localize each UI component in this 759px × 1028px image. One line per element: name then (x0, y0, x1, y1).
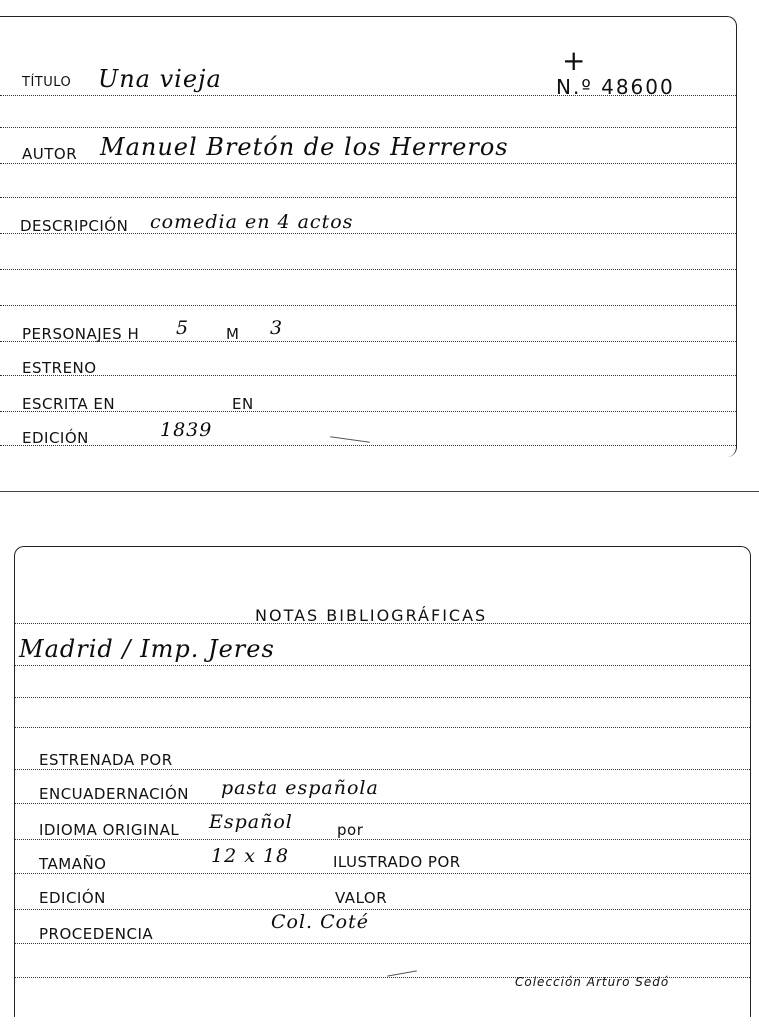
titulo-label: TÍTULO (22, 75, 72, 90)
rule-line (0, 445, 736, 446)
card-separator-line (0, 491, 759, 492)
titulo-value: Una vieja (98, 65, 222, 93)
en-label: EN (232, 395, 254, 413)
encuadernacion-label: ENCUADERNACIÓN (39, 785, 190, 803)
descripcion-value: comedia en 4 actos (150, 211, 354, 233)
edicion-label: EDICIÓN (22, 429, 89, 447)
rule-line (0, 269, 736, 270)
personajes-m-value: 3 (270, 317, 284, 339)
valor-label: VALOR (335, 889, 388, 907)
catalog-card-front (0, 16, 737, 457)
rule-line (15, 839, 750, 840)
cross-mark-icon: + (562, 44, 586, 77)
catalog-card-back (14, 546, 751, 1017)
personajes-h-value: 5 (176, 317, 190, 339)
procedencia-value: Col. Coté (271, 911, 369, 933)
rule-line (0, 375, 736, 376)
encuadernacion-value: pasta española (221, 777, 379, 799)
estrenada-label: ESTRENADA POR (39, 751, 173, 769)
notas-heading: NOTAS BIBLIOGRÁFICAS (255, 606, 488, 625)
autor-value: Manuel Bretón de los Herreros (100, 133, 509, 161)
idioma-label: IDIOMA ORIGINAL (39, 821, 180, 839)
personajes-m-label: M (226, 325, 240, 343)
tamano-value: 12 x 18 (211, 845, 290, 867)
tamano-label: TAMAÑO (39, 855, 107, 873)
autor-label: AUTOR (22, 145, 78, 163)
edicion-value: 1839 (160, 419, 213, 441)
procedencia-label: PROCEDENCIA (39, 925, 154, 943)
collection-credit: Colección Arturo Sedó (515, 975, 670, 989)
idioma-value: Español (209, 811, 293, 833)
personajes-label: PERSONAJES H (22, 325, 140, 343)
rule-line (15, 769, 750, 770)
rule-line (15, 727, 750, 728)
descripcion-label: DESCRIPCIÓN (20, 217, 129, 235)
smudge-mark (330, 436, 370, 443)
ilustrado-label: ILUSTRADO POR (333, 853, 461, 871)
rule-line (15, 873, 750, 874)
smudge-mark (387, 970, 417, 976)
rule-line (15, 803, 750, 804)
rule-line (0, 305, 736, 306)
rule-line (15, 697, 750, 698)
notas-value: Madrid / Imp. Jeres (19, 635, 275, 663)
rule-line (0, 197, 736, 198)
rule-line (15, 943, 750, 944)
estreno-label: ESTRENO (22, 359, 97, 377)
rule-line (15, 665, 750, 666)
rule-line (15, 909, 750, 910)
edicion-label: EDICIÓN (39, 889, 106, 907)
escrita-en-label: ESCRITA EN (22, 395, 116, 413)
por-label: por (337, 821, 364, 839)
rule-line (0, 163, 736, 164)
numero-value: N.º 48600 (556, 75, 675, 99)
rule-line (0, 127, 736, 128)
